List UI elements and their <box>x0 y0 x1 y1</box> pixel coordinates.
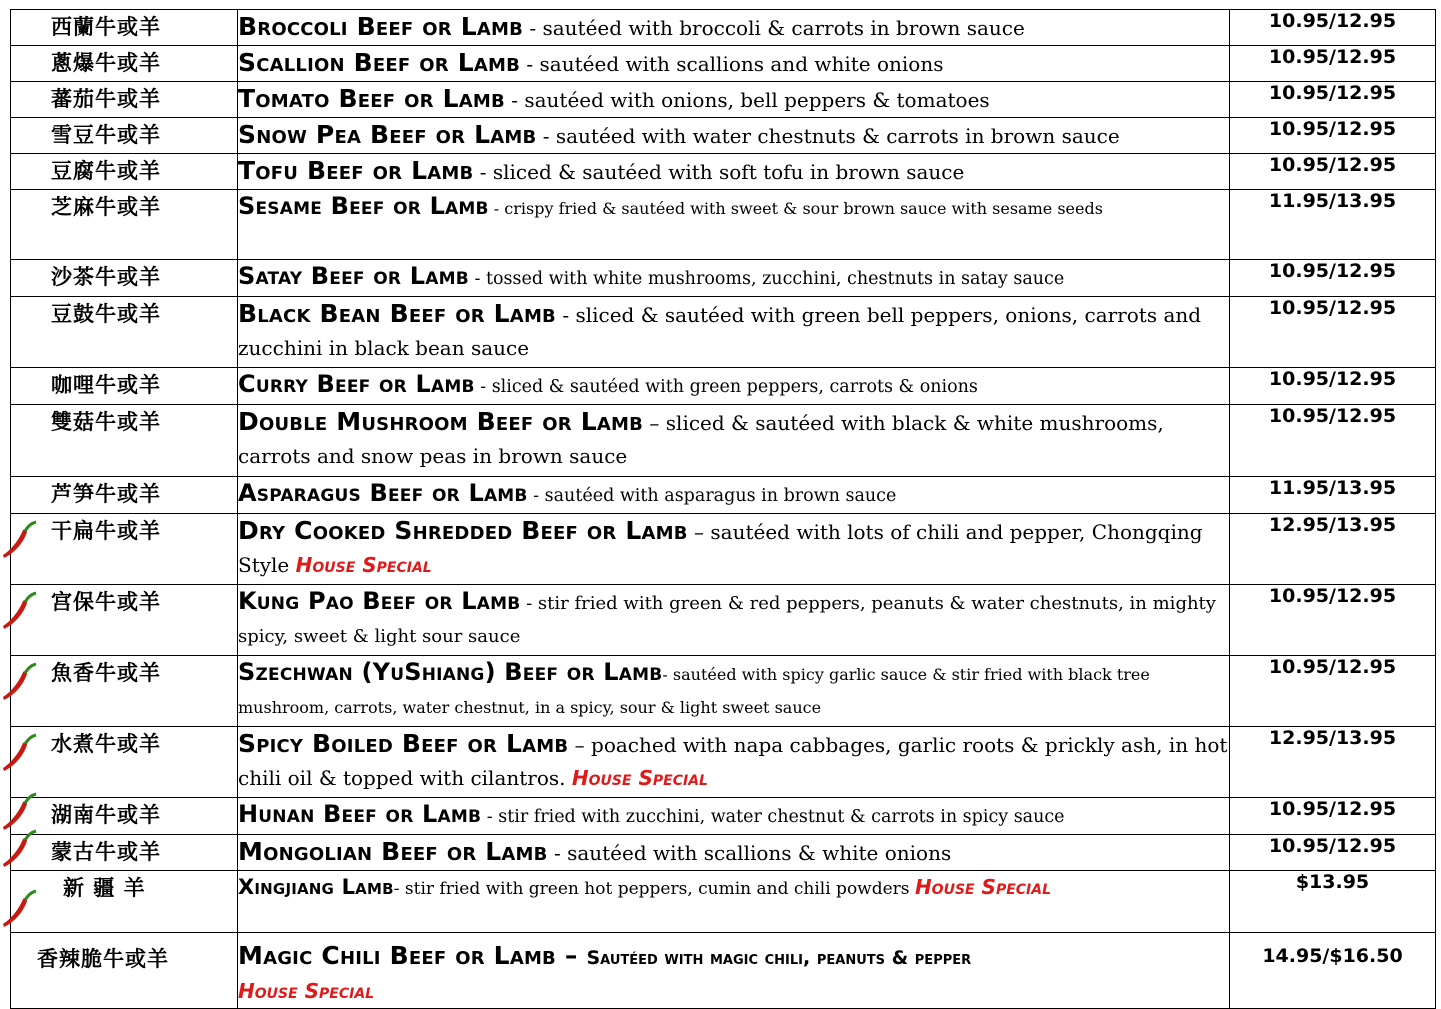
dish-name: Curry Beef or Lamb <box>238 370 475 398</box>
table-row <box>11 10 1436 46</box>
house-special-label: House Special <box>238 979 375 1003</box>
chili-pepper-icon <box>1 520 37 560</box>
dish-price: 12.95/13.95 <box>1230 727 1436 798</box>
table-row <box>11 154 1436 190</box>
table-row <box>11 297 1436 368</box>
dish-description: – sliced & sautéed with black & white mushrooms, carrots and snow peas in brown sauce <box>238 411 1164 468</box>
house-special-label: House Special <box>295 553 432 577</box>
chinese-name-cell <box>11 46 238 82</box>
chinese-name-cell <box>11 368 238 405</box>
dish-description: - sliced & sautéed with green bell peppers, onions, carrots and zucchini in black bean sauce <box>238 303 1202 360</box>
dish-description: - sautéed with water chestnuts & carrots in brown sauce <box>536 124 1120 148</box>
dish-name: Szechwan (YuShiang) Beef or Lamb <box>238 658 663 686</box>
chili-pepper-icon <box>1 792 37 832</box>
chinese-name-cell <box>11 297 238 368</box>
dish-description: - sautéed with broccoli & carrots in brown sauce <box>523 16 1025 40</box>
dish-price: 10.95/12.95 <box>1230 10 1436 46</box>
table-row <box>11 727 1436 798</box>
dish-price: 10.95/12.95 <box>1230 656 1436 727</box>
dish-name: Broccoli Beef or Lamb <box>238 12 524 41</box>
description-cell <box>238 190 1230 260</box>
dish-price: 10.95/12.95 <box>1230 798 1436 835</box>
chinese-name-cell <box>11 933 238 1009</box>
dish-price: 10.95/12.95 <box>1230 154 1436 190</box>
description-cell <box>238 727 1230 798</box>
dish-name: Hunan Beef or Lamb <box>238 800 482 828</box>
description-cell <box>238 835 1230 871</box>
table-row <box>11 190 1436 260</box>
chinese-dish-name: 芦笋牛或羊 <box>51 481 161 506</box>
chinese-name-cell <box>11 260 238 297</box>
chinese-dish-name: 芝麻牛或羊 <box>51 194 161 219</box>
chinese-name-cell <box>11 727 238 798</box>
chinese-dish-name: 干扁牛或羊 <box>51 518 161 543</box>
dish-name: Magic Chili Beef or Lamb – <box>238 941 587 970</box>
table-row <box>11 656 1436 727</box>
description-cell <box>238 405 1230 477</box>
description-cell <box>238 585 1230 656</box>
chinese-dish-name: 宫保牛或羊 <box>51 589 161 614</box>
description-cell <box>238 154 1230 190</box>
table-row <box>11 585 1436 656</box>
chinese-name-cell <box>11 585 238 656</box>
chinese-name-cell <box>11 514 238 585</box>
dish-price: 10.95/12.95 <box>1230 118 1436 154</box>
chili-pepper-icon <box>1 591 37 631</box>
chinese-name-cell <box>11 10 238 46</box>
table-row <box>11 871 1436 933</box>
dish-price: $13.95 <box>1230 871 1436 933</box>
chinese-dish-name: 魚香牛或羊 <box>51 660 161 685</box>
dish-name: Satay Beef or Lamb <box>238 262 469 290</box>
chinese-dish-name: 蒙古牛或羊 <box>51 839 161 864</box>
dish-price: 14.95/$16.50 <box>1230 933 1436 1009</box>
table-row <box>11 477 1436 514</box>
chili-pepper-icon <box>1 829 37 869</box>
chinese-name-cell <box>11 656 238 727</box>
dish-description: - stir fried with zucchini, water chestnut & carrots in spicy sauce <box>481 807 1065 827</box>
dish-name: Xingjiang Lamb <box>238 875 394 899</box>
dish-price: 10.95/12.95 <box>1230 405 1436 477</box>
dish-description: - sautéed with scallions & white onions <box>547 841 952 865</box>
description-cell <box>238 368 1230 405</box>
chinese-name-cell <box>11 477 238 514</box>
chinese-dish-name: 咖哩牛或羊 <box>51 372 161 397</box>
chinese-dish-name: 新 疆 羊 <box>63 875 146 900</box>
dish-price: 11.95/13.95 <box>1230 477 1436 514</box>
dish-name: Double Mushroom Beef or Lamb <box>238 407 644 436</box>
dish-name: Asparagus Beef or Lamb <box>238 479 528 507</box>
dish-name: Snow Pea Beef or Lamb <box>238 120 537 149</box>
dish-description: - sautéed with onions, bell peppers & tomatoes <box>504 88 990 112</box>
table-row <box>11 835 1436 871</box>
table-row <box>11 260 1436 297</box>
dish-price: 10.95/12.95 <box>1230 46 1436 82</box>
dish-name: Mongolian Beef or Lamb <box>238 837 548 866</box>
dish-description: - sautéed with spicy garlic sauce & stir fried with black tree mushroom, carrots, water chestnut, in a spicy, sour & light sweet sauce <box>238 665 1150 717</box>
dish-name: Dry Cooked Shredded Beef or Lamb <box>238 516 688 545</box>
description-cell <box>238 46 1230 82</box>
description-cell <box>238 477 1230 514</box>
chinese-dish-name: 水煮牛或羊 <box>51 731 161 756</box>
chinese-name-cell <box>11 405 238 477</box>
description-cell <box>238 297 1230 368</box>
chinese-name-cell <box>11 154 238 190</box>
table-row <box>11 82 1436 118</box>
house-special-label: House Special <box>571 766 708 790</box>
description-cell <box>238 798 1230 835</box>
chili-pepper-icon <box>1 733 37 773</box>
dish-name: Scallion Beef or Lamb <box>238 48 521 77</box>
dish-price: 12.95/13.95 <box>1230 514 1436 585</box>
dish-price: 11.95/13.95 <box>1230 190 1436 260</box>
table-row <box>11 368 1436 405</box>
dish-price: 10.95/12.95 <box>1230 260 1436 297</box>
dish-description: - sautéed with scallions and white onions <box>520 52 944 76</box>
dish-name: Black Bean Beef or Lamb <box>238 299 556 328</box>
chinese-name-cell <box>11 118 238 154</box>
table-row <box>11 514 1436 585</box>
dish-description: - sliced & sautéed with soft tofu in brown sauce <box>473 160 965 184</box>
dish-name: Spicy Boiled Beef or Lamb <box>238 729 569 758</box>
dish-description: - sautéed with asparagus in brown sauce <box>527 486 897 506</box>
description-cell <box>238 82 1230 118</box>
description-cell <box>238 10 1230 46</box>
description-cell <box>238 514 1230 585</box>
description-cell <box>238 871 1230 933</box>
description-cell <box>238 933 1230 1009</box>
chinese-dish-name: 西蘭牛或羊 <box>51 14 161 39</box>
chinese-dish-name: 雪豆牛或羊 <box>51 122 161 147</box>
description-cell <box>238 656 1230 727</box>
chinese-dish-name: 沙茶牛或羊 <box>51 264 161 289</box>
chinese-dish-name: 香辣脆牛或羊 <box>37 946 169 971</box>
chinese-name-cell <box>11 871 238 933</box>
chinese-name-cell <box>11 798 238 835</box>
chinese-name-cell <box>11 82 238 118</box>
chinese-dish-name: 豆鼓牛或羊 <box>51 301 161 326</box>
dish-description: – sautéed with lots of chili and pepper, Chongqing Style <box>238 520 1203 577</box>
chinese-dish-name: 雙菇牛或羊 <box>51 409 161 434</box>
menu-table <box>10 9 1436 1009</box>
chili-pepper-icon <box>1 889 37 929</box>
chili-pepper-icon <box>1 662 37 702</box>
chinese-dish-name: 蔥爆牛或羊 <box>51 50 161 75</box>
table-row <box>11 933 1436 1009</box>
dish-price: 10.95/12.95 <box>1230 82 1436 118</box>
dish-name: Kung Pao Beef or Lamb <box>238 587 521 615</box>
dish-price: 10.95/12.95 <box>1230 835 1436 871</box>
chinese-dish-name: 蕃茄牛或羊 <box>51 86 161 111</box>
table-row <box>11 46 1436 82</box>
dish-description: – poached with napa cabbages, garlic roots & prickly ash, in hot chili oil & topped with cilantros. <box>238 733 1228 790</box>
table-row <box>11 798 1436 835</box>
chinese-name-cell <box>11 190 238 260</box>
description-cell <box>238 118 1230 154</box>
dish-name: Tomato Beef or Lamb <box>238 84 505 113</box>
dish-price: 10.95/12.95 <box>1230 368 1436 405</box>
table-row <box>11 118 1436 154</box>
chinese-dish-name: 豆腐牛或羊 <box>51 158 161 183</box>
dish-price: 10.95/12.95 <box>1230 585 1436 656</box>
house-special-label: House Special <box>914 875 1052 899</box>
dish-description: - sliced & sautéed with green peppers, carrots & onions <box>474 377 978 397</box>
dish-description: - crispy fried & sautéed with sweet & sour brown sauce with sesame seeds <box>488 199 1103 218</box>
dish-name: Sesame Beef or Lamb <box>238 192 489 220</box>
dish-price: 10.95/12.95 <box>1230 297 1436 368</box>
table-row <box>11 405 1436 477</box>
dish-name: Tofu Beef or Lamb <box>238 156 474 185</box>
chinese-dish-name: 湖南牛或羊 <box>51 802 161 827</box>
dish-description: Sautéed with magic chili, peanuts & pepper <box>586 947 972 969</box>
chinese-name-cell <box>11 835 238 871</box>
dish-description: - stir fried with green hot peppers, cumin and chili powders <box>393 879 915 899</box>
dish-description: - stir fried with green & red peppers, peanuts & water chestnuts, in mighty spicy, sweet & light sour sauce <box>238 593 1216 647</box>
description-cell <box>238 260 1230 297</box>
dish-description: - tossed with white mushrooms, zucchini, chestnuts in satay sauce <box>468 269 1065 289</box>
